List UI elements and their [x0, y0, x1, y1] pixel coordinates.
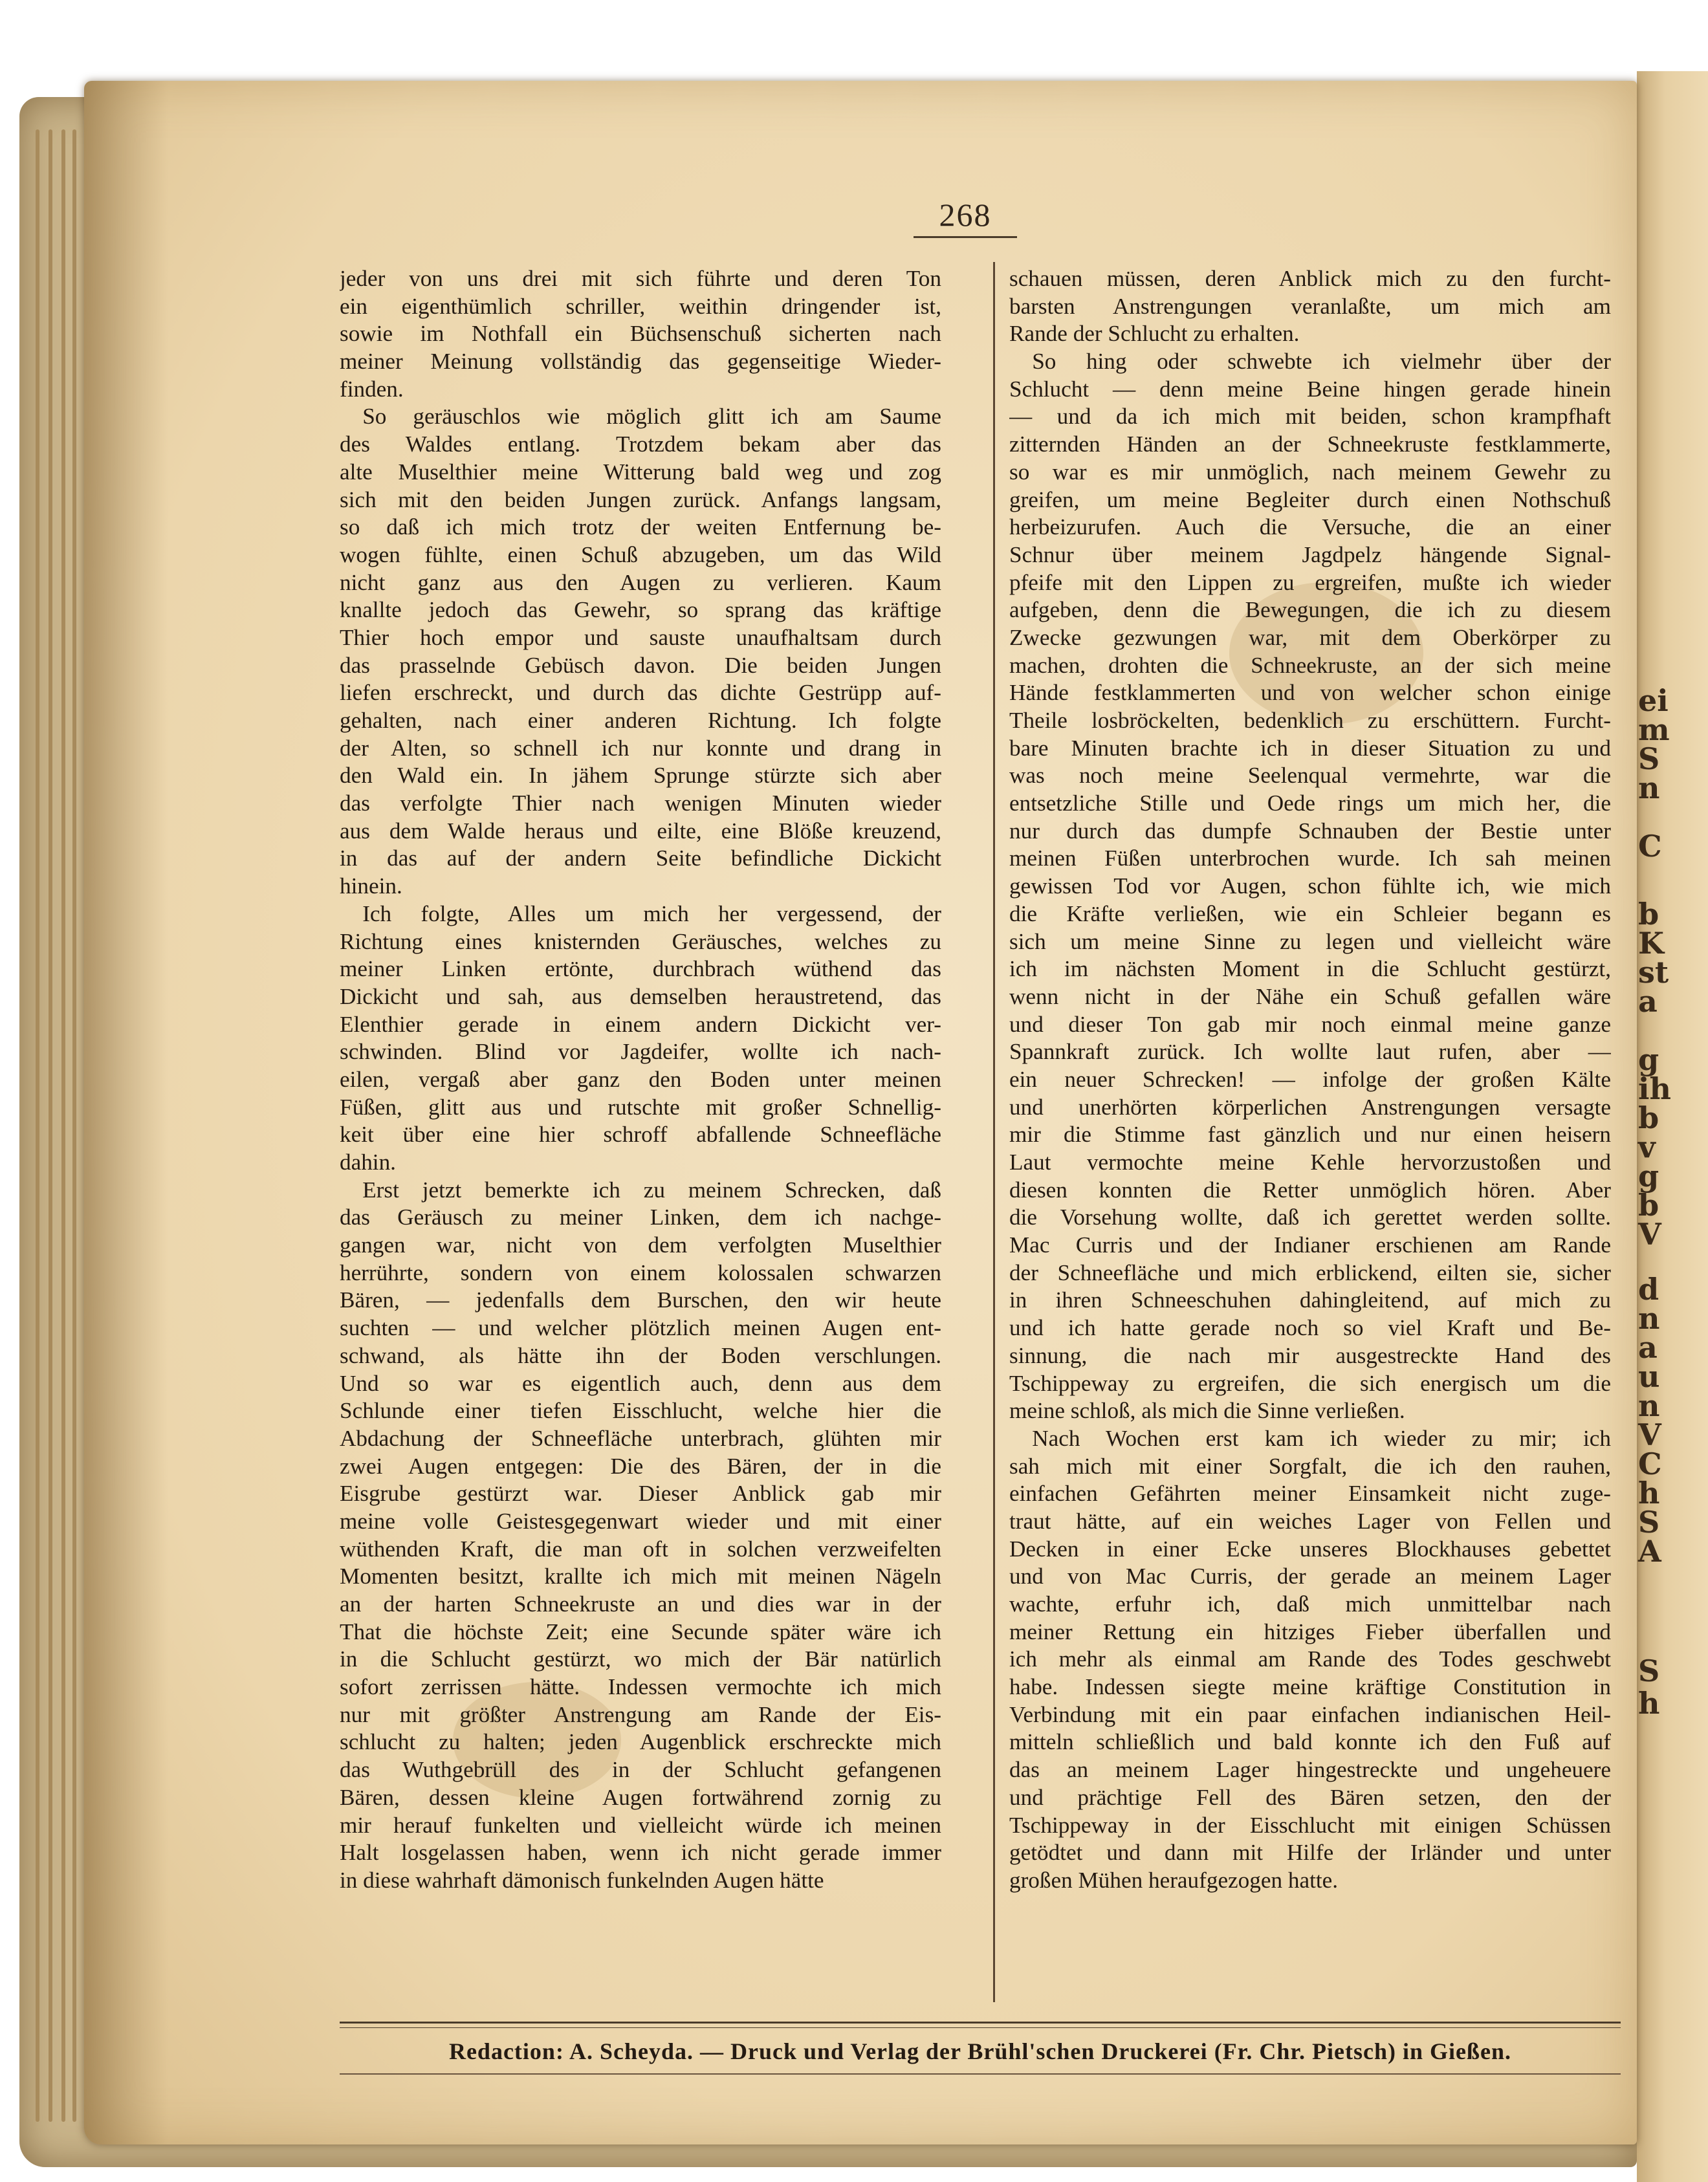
adjacent-page-text-fragment: a [1638, 984, 1658, 1019]
text-line: das Wuthgebrüll des in der Schlucht gefangenen [340, 1757, 941, 1783]
text-line: Laut vermochte meine Kehle hervorzustoßen und [1009, 1150, 1611, 1175]
adjacent-page-text-fragment: st [1638, 955, 1669, 990]
text-line: einfachen Gefährten meiner Einsamkeit nicht zuge- [1009, 1481, 1611, 1507]
text-line: Zwecke gezwungen war, mit dem Oberkörper zu [1009, 624, 1611, 650]
text-line: Verbindung mit ein paar einfachen indianischen Heil- [1009, 1701, 1611, 1727]
text-line: ein neuer Schrecken! — infolge der großen Kälte [1009, 1066, 1611, 1092]
text-line: Abdachung der Schneefläche unterbrach, glühten mir [340, 1425, 941, 1451]
text-line: Und so war es eigentlich auch, denn aus dem [340, 1370, 941, 1396]
text-line: das an meinem Lager hingestreckte und ungeheuere [1009, 1757, 1611, 1783]
text-line: So hing oder schwebte ich vielmehr über der [1009, 349, 1611, 375]
adjacent-page-text-fragment: ei [1638, 683, 1669, 718]
text-line: nur mit größter Anstrengung am Rande der Eis- [340, 1701, 941, 1727]
text-line: wüthenden Kraft, die man oft in solchen verzweifelten [340, 1536, 941, 1562]
text-line: Erst jetzt bemerkte ich zu meinem Schrecken, daß [340, 1177, 941, 1203]
text-line: sofort zerrissen hätte. Indessen vermochte ich mich [340, 1674, 941, 1700]
adjacent-page-text-fragment: S [1638, 1653, 1660, 1688]
text-line: das Geräusch zu meiner Linken, dem ich nachge- [340, 1205, 941, 1230]
text-line: sinnung, die nach mir ausgestreckte Hand des [1009, 1342, 1611, 1368]
adjacent-page-text-fragment: ih [1638, 1071, 1671, 1106]
text-line: Thier hoch empor und sauste unaufhaltsam durch [340, 624, 941, 650]
adjacent-page-text-fragment: b [1638, 1100, 1659, 1135]
page-stack-edge [49, 129, 52, 2122]
text-line: wenn nicht in der Nähe ein Schuß gefallen wäre [1009, 983, 1611, 1009]
text-line: Nach Wochen erst kam ich wieder zu mir; ich [1009, 1425, 1611, 1451]
text-line: das prasselnde Gebüsch davon. Die beiden Jungen [340, 652, 941, 678]
text-line: zwei Augen entgegen: Die des Bären, der in die [340, 1453, 941, 1479]
text-line: Decken in einer Ecke unseres Blockhauses gebettet [1009, 1536, 1611, 1562]
text-line: suchten — und welcher plötzlich meinen Augen ent- [340, 1315, 941, 1341]
text-line: hinein. [340, 873, 402, 899]
text-line: die Kräfte verließen, wie ein Schleier begann es [1009, 900, 1611, 926]
text-line: Schlunde einer tiefen Eisschlucht, welche hier die [340, 1398, 941, 1424]
text-line: wachte, erfuhr ich, daß mich unmittelbar nach [1009, 1591, 1611, 1617]
text-line: der Alten, so schnell ich nur konnte und drang in [340, 735, 941, 761]
text-line: getödtet und dann mit Hilfe der Irländer und unter [1009, 1840, 1611, 1866]
text-line: Füßen, glitt aus und rutschte mit großer Schnellig- [340, 1094, 941, 1120]
text-line: bare Minuten brachte ich in dieser Situation zu und [1009, 735, 1611, 761]
text-line: Theile losbröckelten, bedenklich zu erschüttern. Furcht- [1009, 708, 1611, 733]
text-line: Schnur über meinem Jagdpelz hängende Signal- [1009, 541, 1611, 567]
text-line: was noch meine Seelenqual vermehrte, war die [1009, 763, 1611, 789]
text-line: aus dem Walde heraus und eilte, eine Blöße kreuzend, [340, 818, 941, 844]
text-line: in die Schlucht gestürzt, wo mich der Bär natürlich [340, 1646, 941, 1672]
text-line: So geräuschlos wie möglich glitt ich am Saume [340, 404, 941, 430]
text-line: Bären, dessen kleine Augen fortwährend zornig zu [340, 1784, 941, 1810]
text-line: Halt losgelassen haben, wenn ich nicht gerade immer [340, 1840, 941, 1866]
footer-rule [340, 2073, 1621, 2075]
text-line: meine volle Geistesgegenwart wieder und mit einer [340, 1508, 941, 1534]
text-line: greifen, um meine Begleiter durch einen Nothschuß [1009, 486, 1611, 512]
text-line: eilen, vergaß aber ganz den Boden unter meinen [340, 1066, 941, 1092]
text-line: diesen konnten die Retter unmöglich hören. Aber [1009, 1177, 1611, 1203]
text-line: Richtung eines knisternden Geräusches, welches zu [340, 928, 941, 954]
page-number: 268 [914, 196, 1017, 238]
gutter-shadow [84, 81, 168, 2144]
adjacent-page-text-fragment: n [1638, 1301, 1660, 1336]
text-line: in diese wahrhaft dämonisch funkelnden Augen hätte [340, 1867, 824, 1893]
text-line: Dickicht und sah, aus demselben heraustretend, das [340, 983, 941, 1009]
text-line: schlucht zu halten; jeden Augenblick erschreckte mich [340, 1729, 941, 1755]
text-line: barsten Anstrengungen veranlaßte, um mich am [1009, 293, 1611, 319]
adjacent-page-text-fragment: V [1638, 1417, 1661, 1452]
adjacent-page-text-fragment: S [1638, 741, 1660, 776]
text-line: Mac Curris und der Indianer erschienen am Rande [1009, 1232, 1611, 1258]
footer-rule [340, 2022, 1621, 2024]
text-line: keit über eine hier schroff abfallende Schneefläche [340, 1122, 941, 1148]
text-line: finden. [340, 376, 404, 402]
text-line: jeder von uns drei mit sich führte und deren Ton [340, 266, 941, 291]
text-line: ich mehr als einmal am Rande des Todes geschwebt [1009, 1646, 1611, 1672]
adjacent-page-text-fragment: b [1638, 1188, 1659, 1223]
text-line: meiner Linken ertönte, durchbrach wüthend das [340, 956, 941, 982]
text-line: gangen war, nicht von dem verfolgten Muselthier [340, 1232, 941, 1258]
text-line: knallte jedoch das Gewehr, so sprang das kräftige [340, 597, 941, 623]
text-line: Rande der Schlucht zu erhalten. [1009, 321, 1300, 347]
text-line: Tschippeway in der Eisschlucht mit einigen Schüssen [1009, 1812, 1611, 1838]
page-stack-edge [36, 129, 39, 2122]
text-line: zitternden Händen an der Schneekruste festklammerte, [1009, 431, 1611, 457]
adjacent-page-text-fragment: v [1638, 1129, 1656, 1164]
imprint-footer: Redaction: A. Scheyda. — Druck und Verlag der Brühl'schen Druckerei (Fr. Chr. Pietsch) in Gießen. [448, 2038, 1512, 2064]
text-line: traut hätte, auf ein weiches Lager von Fellen und [1009, 1508, 1611, 1534]
text-line: herbeizurufen. Auch die Versuche, die an einer [1009, 514, 1611, 540]
adjacent-page-text-fragment: n [1638, 1388, 1660, 1423]
text-line: schwinden. Blind vor Jagdeifer, wollte ich nach- [340, 1039, 941, 1065]
adjacent-page-edge [1637, 71, 1708, 2182]
text-line: Ich folgte, Alles um mich her vergessend, der [340, 900, 941, 926]
text-line: liefen erschreckt, und durch das dichte Gestrüpp auf- [340, 680, 941, 706]
adjacent-page-text-fragment: m [1638, 712, 1670, 747]
text-line: — und da ich mich mit beiden, schon krampfhaft [1009, 404, 1611, 430]
text-line: so war es mir unmöglich, nach meinem Gewehr zu [1009, 459, 1611, 485]
text-line: in das auf der andern Seite befindliche Dickicht [340, 846, 941, 871]
text-line: mir herauf funkelten und vielleicht würde ich meinen [340, 1812, 941, 1838]
text-line: dahin. [340, 1150, 396, 1175]
text-line: Elenthier gerade in einem andern Dickicht ver- [340, 1011, 941, 1037]
text-line: Eisgrube gestürzt war. Dieser Anblick gab mir [340, 1481, 941, 1507]
text-line: und ich hatte gerade noch so viel Kraft und Be- [1009, 1315, 1611, 1341]
text-line: und prächtige Fell des Bären setzen, den der [1009, 1784, 1611, 1810]
text-line: die Vorsehung wollte, daß ich gerettet werden sollte. [1009, 1205, 1611, 1230]
text-line: der Schneefläche und mich erblickend, eilten sie, sicher [1009, 1260, 1611, 1285]
text-line: herrührte, sondern von einem kolossalen schwarzen [340, 1260, 941, 1285]
adjacent-page-text-fragment: S [1638, 1505, 1660, 1540]
text-line: Spannkraft zurück. Ich wollte laut rufen, aber — [1009, 1039, 1611, 1065]
page-stack-edge [61, 129, 65, 2122]
text-line: schauen müssen, deren Anblick mich zu den furcht- [1009, 266, 1611, 291]
text-line: meine schloß, als mich die Sinne verließen. [1009, 1398, 1405, 1424]
text-line: Schlucht — denn meine Beine hingen gerade hinein [1009, 376, 1611, 402]
text-line: den Wald ein. In jähem Sprunge stürzte sich aber [340, 763, 941, 789]
text-line: meiner Meinung vollständig das gegenseitige Wieder- [340, 349, 941, 375]
adjacent-page-text-fragment: h [1638, 1476, 1660, 1511]
text-line: nur durch das dumpfe Schnauben der Bestie unter [1009, 818, 1611, 844]
text-line: in ihren Schneeschuhen dahingleitend, auf mich zu [1009, 1287, 1611, 1313]
text-line: an der harten Schneekruste an und dies war in der [340, 1591, 941, 1617]
adjacent-page-text-fragment: C [1638, 829, 1662, 864]
adjacent-page-text-fragment: u [1638, 1359, 1660, 1394]
footer-rule [340, 2027, 1621, 2028]
right-text-column [1009, 265, 1611, 1895]
column-divider [993, 262, 995, 2002]
text-line: das verfolgte Thier nach wenigen Minuten wieder [340, 791, 941, 816]
text-line: und unerhörten körperlichen Anstrengungen versagte [1009, 1094, 1611, 1120]
text-line: That die höchste Zeit; eine Secunde später wäre ich [340, 1619, 941, 1644]
text-line: alte Muselthier meine Witterung bald weg und zog [340, 459, 941, 485]
text-line: Hände festklammerten und von welcher schon einige [1009, 680, 1611, 706]
text-line: gewissen Tod vor Augen, schon fühlte ich, wie mich [1009, 873, 1611, 899]
text-line: habe. Indessen siegte meine kräftige Constitution in [1009, 1674, 1611, 1700]
adjacent-page-text-fragment: h [1638, 1686, 1660, 1721]
text-line: schwand, als hätte ihn der Boden verschlungen. [340, 1342, 941, 1368]
text-line: entsetzliche Stille und Oede rings um mich her, die [1009, 791, 1611, 816]
adjacent-page-text-fragment: a [1638, 1330, 1658, 1365]
text-line: mir die Stimme fast gänzlich und nur einen heisern [1009, 1122, 1611, 1148]
text-line: sah mich mit einer Sorgfalt, die ich den rauhen, [1009, 1453, 1611, 1479]
text-line: pfeife mit den Lippen zu ergreifen, mußte ich wieder [1009, 569, 1611, 595]
adjacent-page-text-fragment: g [1638, 1159, 1659, 1194]
text-line: mitteln schließlich und bald konnte ich den Fuß auf [1009, 1729, 1611, 1755]
text-line: Bären, — jedenfalls dem Burschen, den wir heute [340, 1287, 941, 1313]
adjacent-page-text-fragment: g [1638, 1042, 1659, 1077]
adjacent-page-text-fragment: b [1638, 897, 1659, 932]
text-line: gehalten, nach einer anderen Richtung. Ich folgte [340, 708, 941, 733]
left-text-column [340, 265, 941, 1895]
adjacent-page-text-fragment: C [1638, 1446, 1662, 1481]
adjacent-page-text-fragment: d [1638, 1272, 1659, 1307]
adjacent-page-text-fragment: n [1638, 770, 1660, 805]
text-line: großen Mühen heraufgezogen hatte. [1009, 1867, 1339, 1893]
text-line: sowie im Nothfall ein Büchsenschuß sicherten nach [340, 321, 941, 347]
text-line: machen, drohten die Schneekruste, an der sich meine [1009, 652, 1611, 678]
text-line: Momenten besitzt, krallte ich mich mit meinen Nägeln [340, 1564, 941, 1589]
text-line: und dieser Ton gab mir noch einmal meine ganze [1009, 1011, 1611, 1037]
text-line: meiner Rettung ein hitziges Fieber überfallen und [1009, 1619, 1611, 1644]
text-line: sich um meine Sinne zu legen und vielleicht wäre [1009, 928, 1611, 954]
text-line: ein eigenthümlich schriller, weithin dringender ist, [340, 293, 941, 319]
page-stack-edge [72, 129, 76, 2122]
text-line: wogen fühlte, einen Schuß abzugeben, um das Wild [340, 541, 941, 567]
text-line: ich im nächsten Moment in die Schlucht gestürzt, [1009, 956, 1611, 982]
text-line: aufgeben, denn die Bewegungen, die ich zu diesem [1009, 597, 1611, 623]
text-line: des Waldes entlang. Trotzdem bekam aber das [340, 431, 941, 457]
adjacent-page-text-fragment: K [1638, 926, 1664, 961]
text-line: Tschippeway zu ergreifen, die sich energisch um die [1009, 1370, 1611, 1396]
text-line: meinen Füßen unterbrochen wurde. Ich sah meinen [1009, 846, 1611, 871]
text-line: so daß ich mich trotz der weiten Entfernung be- [340, 514, 941, 540]
text-line: nicht ganz aus den Augen zu verlieren. Kaum [340, 569, 941, 595]
text-line: und von Mac Curris, der gerade an meinem Lager [1009, 1564, 1611, 1589]
adjacent-page-text-fragment: A [1638, 1534, 1661, 1569]
text-line: sich mit den beiden Jungen zurück. Anfangs langsam, [340, 486, 941, 512]
adjacent-page-text-fragment: V [1638, 1217, 1661, 1252]
